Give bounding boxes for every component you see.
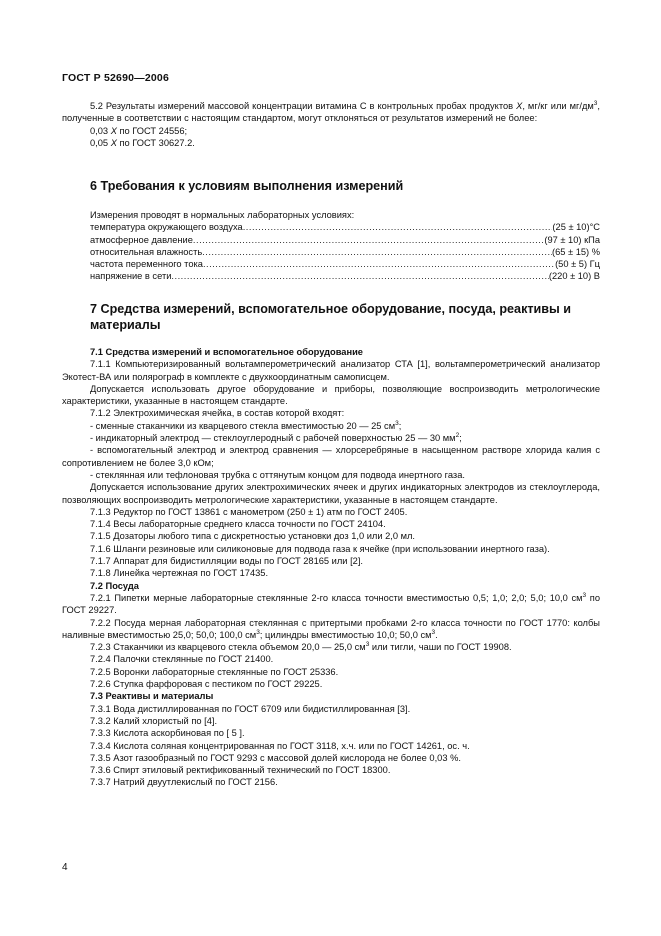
paragraph-7-1-6: 7.1.6 Шланги резиновые или силиконовые для подвода газа к ячейке (при использовании инертного газа). <box>90 543 550 554</box>
paragraph-7-1-3: 7.1.3 Редуктор по ГОСТ 13861 с манометром (250 ± 1) атм по ГОСТ 2405. <box>90 506 408 517</box>
paragraph-5-2: 5.2 Результаты измерений массовой концентрации витамина С в контрольных пробах продуктов Х, мг/кг или $мг/дм^3$, полученные в соответствии с настоящим стандартом, могут отклоняться от результатов измерений не более: <box>62 99 600 124</box>
condition-row: частота переменного тока ..... (50 ± 5) Гц <box>62 258 600 270</box>
paragraph-7-1-8: 7.1.8 Линейка чертежная по ГОСТ 17435. <box>90 568 269 579</box>
condition-row: напряжение в сети ..... (220 ± 10) В <box>62 270 600 282</box>
paragraph-7-3-1: 7.3.1 Вода дистиллированная по ГОСТ 6709 или бидистиллированная [3]. <box>90 703 411 714</box>
section-5-2 <box>62 100 600 149</box>
paragraph-7-3-5: 7.3.5 Азот газообразный по ГОСТ 9293 с массовой долей кислорода не более 0,03 %. <box>90 752 461 763</box>
paragraph-7-1-7: 7.1.7 Аппарат для бидистилляции воды по ГОСТ 28165 или [2]. <box>90 556 363 567</box>
conditions-intro: Измерения проводят в нормальных лабораторных условиях: <box>90 210 355 220</box>
section-7 <box>62 301 600 333</box>
subsection-7-3-title: 7.3 Реактивы и материалы <box>90 691 214 702</box>
limit-item-1: 0,03 Х по ГОСТ 24556; <box>90 125 188 136</box>
paragraph-7-1-1-note: Допускается использовать другое оборудование и приборы, позволяющие воспроизводить метрологические характеристики, указанные в настоящем стандарте. <box>62 383 600 407</box>
paragraph-7-2-2: 7.2.2 Посуда мерная лабораторная стеклянная с притертыми пробками 2-го класса точности по ГОСТ 1770: колбы наливные вместимостью 25,0; 50,0; 100,0 $см^3$; цилиндры вместимостью 10,0; 50,0 $см^3$. <box>62 617 600 640</box>
list-item: - вспомогательный электрод и электрод сравнения — хлорсеребряные в насыщенном растворе хлорида калия с сопротивлением не более 3,0 кОм; <box>62 445 600 468</box>
paragraph-7-1-4: 7.1.4 Весы лабораторные среднего класса точности по ГОСТ 24104. <box>90 519 386 530</box>
paragraph-7-2-5: 7.2.5 Воронки лабораторные стеклянные по ГОСТ 25336. <box>90 666 339 677</box>
paragraph-7-1-2: 7.1.2 Электрохимическая ячейка, в состав которой входят: <box>90 408 345 419</box>
list-item: - стеклянная или тефлоновая трубка с оттянутым концом для подвода инертного газа. <box>90 469 465 480</box>
limit-item-2: 0,05 Х по ГОСТ 30627.2. <box>90 137 195 148</box>
paragraph-7-3-2: 7.3.2 Калий хлористый по [4]. <box>90 715 218 726</box>
section-6 <box>62 178 600 194</box>
section-6-title: 6 Требования к условиям выполнения измерений <box>90 179 404 193</box>
paragraph-7-2-1: 7.2.1 Пипетки мерные лабораторные стеклянные 2-го класса точности вместимостью 0,5; 1,0; 2,0; 5,0; 10,0 $см^3$ по ГОСТ 29227. <box>62 591 601 616</box>
paragraph-7-1-5: 7.1.5 Дозаторы любого типа с дискретностью установки доз 1,0 или 2,0 мл. <box>90 531 416 542</box>
paragraph-7-3-3: 7.3.3 Кислота аскорбиновая по [ 5 ]. <box>90 728 245 739</box>
section-7-body <box>62 346 600 789</box>
condition-row: температура окружающего воздуха ..... (25 ± 10)°С <box>62 221 600 233</box>
condition-row: относительная влажность ..... (65 ± 15) % <box>62 246 600 258</box>
paragraph-7-3-7: 7.3.7 Натрий двуутлекислый по ГОСТ 2156. <box>90 777 278 788</box>
paragraph-7-1-1: 7.1.1 Компьютеризированный вольтамперометрический анализатор СТА [1], вольтамперометрический анализатор Экотест-ВА или полярограф в комплекте с двухкоординатным самописцем. <box>62 359 600 382</box>
condition-row: атмосферное давление ..... (97 ± 10) кПа <box>62 234 600 246</box>
paragraph-7-1-2-note: Допускается использование других электрохимических ячеек и других индикаторных электродов из стеклоуглерода, позволяющих воспроизводить метрологические характеристики, указанные в настоящем стандарте. <box>62 482 600 505</box>
paragraph-7-2-6: 7.2.6 Ступка фарфоровая с пестиком по ГОСТ 29225. <box>90 679 323 690</box>
paragraph-7-2-3: 7.2.3 Стаканчики из кварцевого стекла объемом 20,0 — 25,0 $см^3$ или тигли, чаши по ГОСТ 19908. <box>90 641 512 653</box>
list-item: - индикаторный электрод — стеклоуглеродный с рабочей поверхностью 25 — 30 $мм^2$; <box>90 431 462 444</box>
list-item: - сменные стаканчики из кварцевого стекла вместимостью 20 — 25 $см^3$; <box>90 419 402 431</box>
paragraph-7-3-6: 7.3.6 Спирт этиловый ректификованный технический по ГОСТ 18300. <box>90 765 391 776</box>
paragraph-7-3-4: 7.3.4 Кислота соляная концентрированная по ГОСТ 3118, х.ч. или по ГОСТ 14261, ос. ч. <box>90 740 470 751</box>
section-6-body <box>62 209 600 283</box>
paragraph-7-2-4: 7.2.4 Палочки стеклянные по ГОСТ 21400. <box>90 654 274 665</box>
subsection-7-1-title: 7.1 Средства измерений и вспомогательное оборудование <box>90 347 363 357</box>
subsection-7-2-title: 7.2 Посуда <box>90 580 139 591</box>
document-header: ГОСТ Р 52690—2006 <box>62 72 170 84</box>
section-7-title: 7 Средства измерений, вспомогательное оборудование, посуда, реактивы и материалы <box>90 302 572 332</box>
page-number: 4 <box>62 862 68 873</box>
